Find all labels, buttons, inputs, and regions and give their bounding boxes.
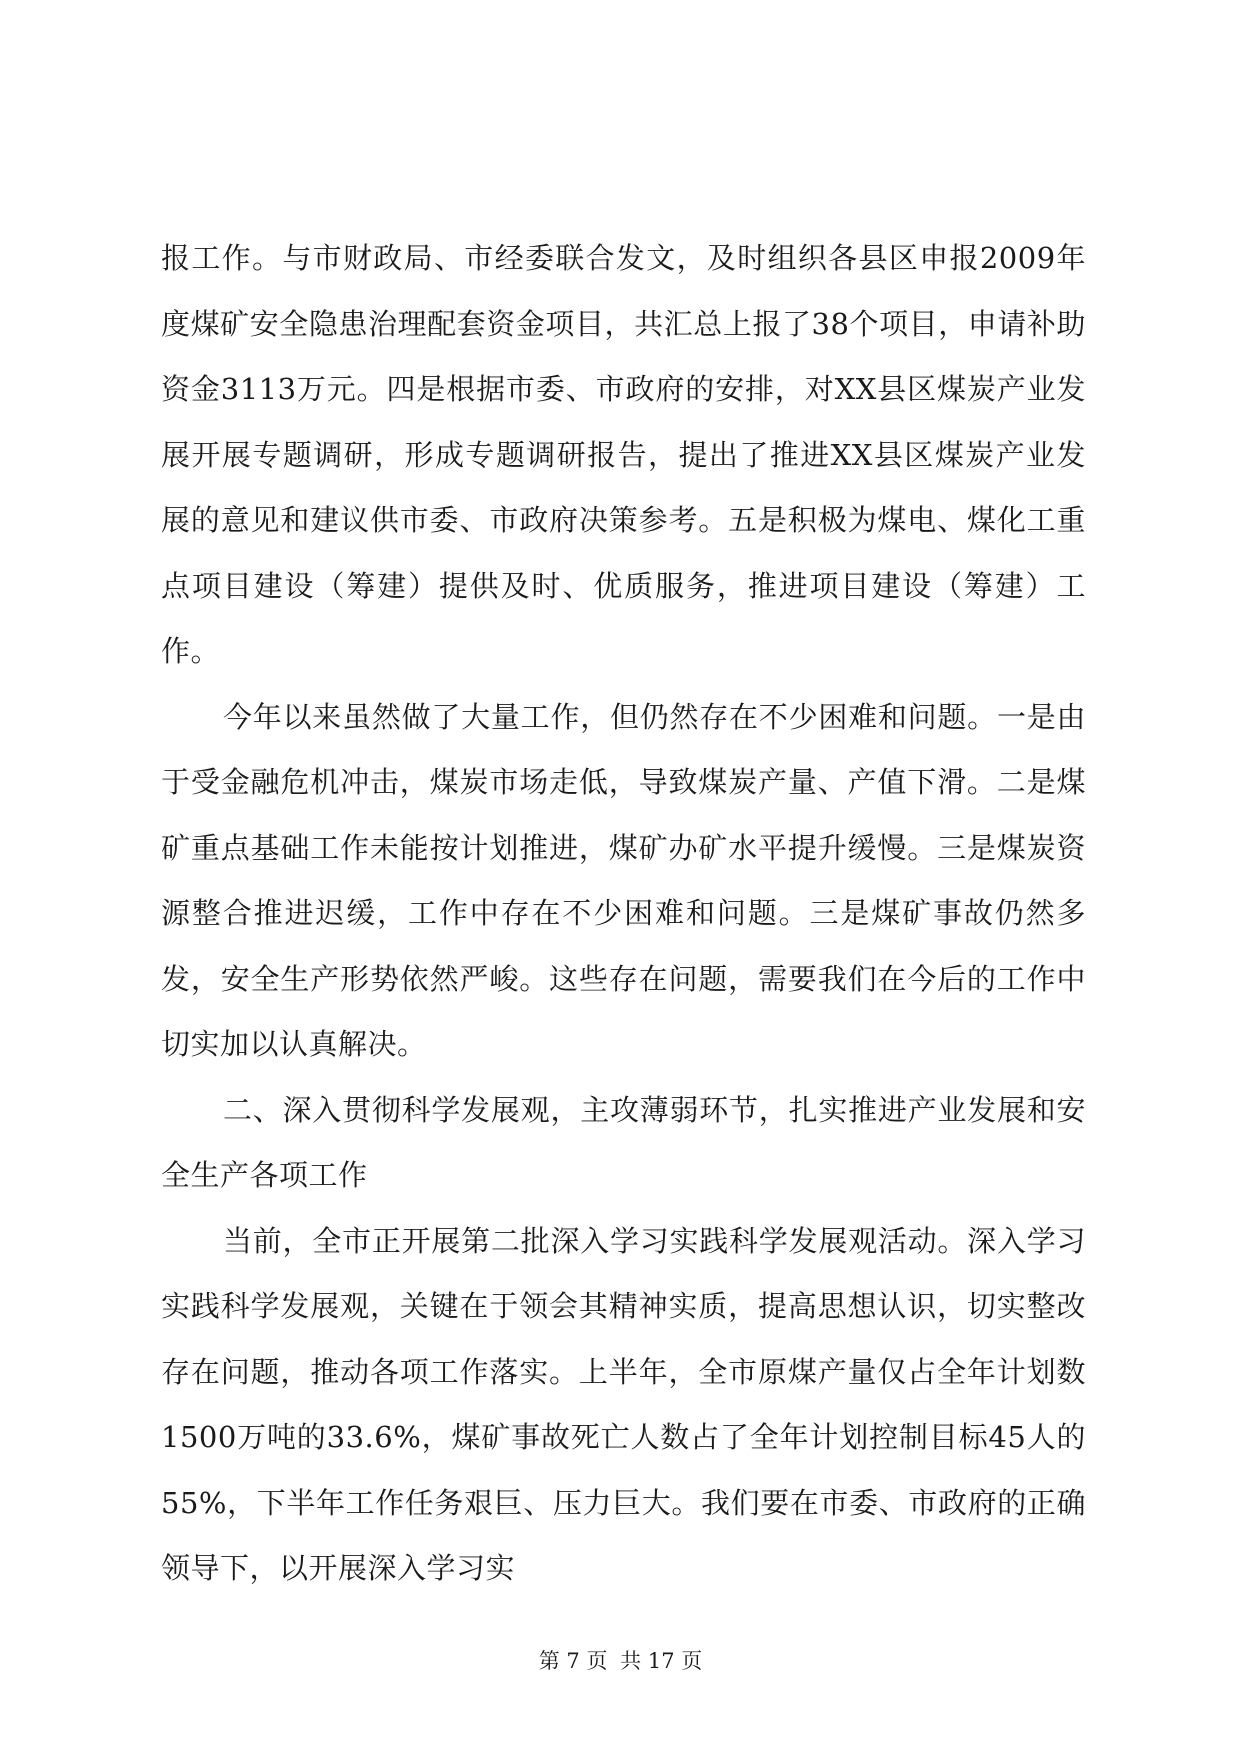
- paragraph-current-work: 当前，全市正开展第二批深入学习实践科学发展观活动。深入学习实践科学发展观，关键在于领会其精神实质，提高思想认识，切实整改存在问题，推动各项工作落实。上半年，全市原煤产量仅占全年计划数1500万吨的33.6%，煤矿事故死亡人数占了全年计划控制目标45人的55%，下半年工作任务艰巨、压力巨大。我们要在市委、市政府的正确领导下，以开展深入学习实: [161, 1223, 1086, 1585]
- paragraph-continuation: 报工作。与市财政局、市经委联合发文，及时组织各县区申报2009年度煤矿安全隐患治理配套资金项目，共汇总上报了38个项目，申请补助资金3113万元。四是根据市委、市政府的安排，对XX县区煤炭产业发展开展专题调研，形成专题调研报告，提出了推进XX县区煤炭产业发展的意见和建议供市委、市政府决策参考。五是积极为煤电、煤化工重点项目建设（筹建）提供及时、优质服务，推进项目建设（筹建）工作。: [161, 241, 1086, 668]
- document-body: [161, 226, 1086, 1602]
- page-total: 共 17 页: [620, 1649, 703, 1673]
- section-heading: 二、深入贯彻科学发展观，主攻薄弱环节，扎实推进产业发展和安全生产各项工作: [161, 1092, 1086, 1192]
- paragraph-problems: 今年以来虽然做了大量工作，但仍然存在不少困难和问题。一是由于受金融危机冲击，煤炭市场走低，导致煤炭产量、产值下滑。二是煤矿重点基础工作未能按计划推进，煤矿办矿水平提升缓慢。三是煤炭资源整合推进迟缓，工作中存在不少困难和问题。三是煤矿事故仍然多发，安全生产形势依然严峻。这些存在问题，需要我们在今后的工作中切实加以认真解决。: [161, 699, 1086, 1061]
- page-footer: [0, 1646, 1241, 1676]
- page-number: 第 7 页: [538, 1649, 608, 1673]
